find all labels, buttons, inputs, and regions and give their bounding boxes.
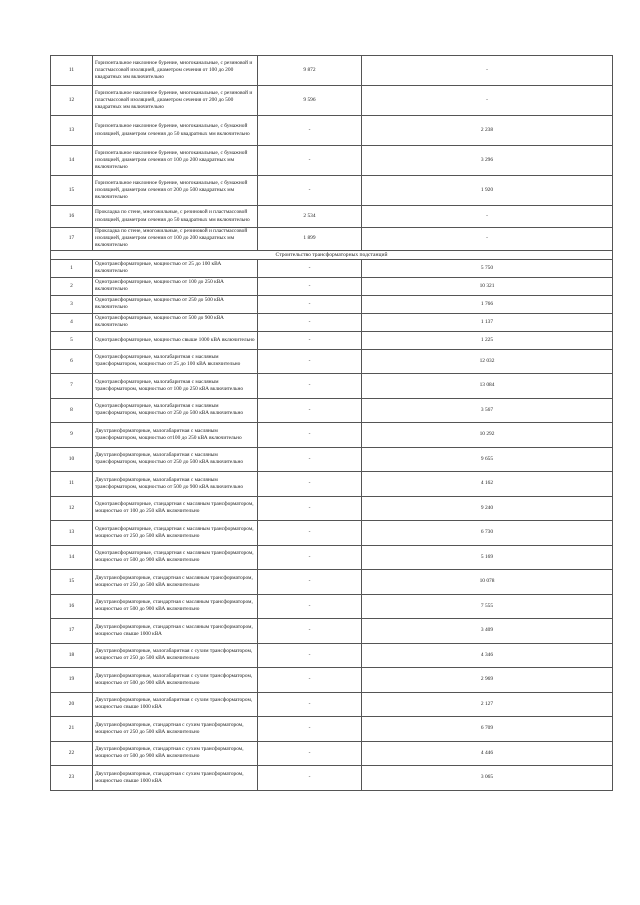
table-row — [51, 228, 613, 251]
value-column-b-cell: 6 709 — [362, 717, 613, 742]
row-description-cell: Двухтрансформаторные, стандартная с масляным трансформатором, мощностью свыше 1000 кВА — [93, 619, 258, 644]
value-column-b-cell: 10 078 — [362, 570, 613, 595]
table-row — [51, 496, 613, 521]
value-column-a-cell: 2 534 — [258, 206, 362, 228]
table-row — [51, 741, 613, 766]
row-number-cell: 12 — [51, 86, 93, 116]
table-row — [51, 295, 613, 313]
table-row — [51, 423, 613, 448]
row-number-cell: 15 — [51, 570, 93, 595]
row-description-cell: Двухтрансформаторные, малогабаритная с масляным трансформатором, мощностью от100 до 250 кВА включительно — [93, 423, 258, 448]
value-column-a-cell: - — [258, 717, 362, 742]
value-column-a-cell: - — [258, 643, 362, 668]
row-number-cell: 4 — [51, 313, 93, 331]
table-row — [51, 766, 613, 791]
value-column-a-cell: - — [258, 741, 362, 766]
value-column-a-cell: - — [258, 668, 362, 693]
row-description-cell: Двухтрансформаторные, стандартная с сухим трансформатором, мощностью свыше 1000 кВА — [93, 766, 258, 791]
value-column-b-cell: 3 065 — [362, 766, 613, 791]
value-column-b-cell: 5 169 — [362, 545, 613, 570]
section-title: Строительство трансформаторных подстанций — [51, 250, 613, 259]
value-column-a-cell: - — [258, 398, 362, 423]
row-description-cell: Двухтрансформаторные, стандартная с сухим трансформатором, мощностью от 250 до 500 кВА включительно — [93, 717, 258, 742]
row-number-cell: 2 — [51, 277, 93, 295]
row-number-cell: 3 — [51, 295, 93, 313]
row-description-cell: Однотрансформаторные, мощностью от 250 до 500 кВА включительно — [93, 295, 258, 313]
table-row — [51, 331, 613, 349]
table-row — [51, 206, 613, 228]
table-row — [51, 717, 613, 742]
value-column-b-cell: 4 162 — [362, 472, 613, 497]
row-number-cell: 19 — [51, 668, 93, 693]
value-column-b-cell: 7 555 — [362, 594, 613, 619]
table-row — [51, 692, 613, 717]
value-column-a-cell: - — [258, 496, 362, 521]
value-column-a-cell: - — [258, 349, 362, 374]
value-column-b-cell: - — [362, 86, 613, 116]
table-row — [51, 374, 613, 399]
table-row — [51, 116, 613, 146]
table-row — [51, 259, 613, 277]
table-row — [51, 277, 613, 295]
table-row — [51, 349, 613, 374]
row-number-cell: 8 — [51, 398, 93, 423]
row-description-cell: Двухтрансформаторные, малогабаритная с сухим трансформатором, мощностью свыше 1000 кВА — [93, 692, 258, 717]
row-number-cell: 10 — [51, 447, 93, 472]
row-description-cell: Двухтрансформаторные, малогабаритная с масляным трансформатором, мощностью от 500 до 900 кВА включительно — [93, 472, 258, 497]
row-description-cell: Однотрансформаторные, стандартная с масляным трансформатором, мощностью от 100 до 250 кВА включительно — [93, 496, 258, 521]
value-column-a-cell: 9 596 — [258, 86, 362, 116]
row-description-cell: Однотрансформаторные, мощностью от 25 до 100 кВА включительно — [93, 259, 258, 277]
row-description-cell: Однотрансформаторные, стандартная с масляным трансформатором, мощностью от 500 до 900 кВА включительно — [93, 545, 258, 570]
value-column-b-cell: 1 766 — [362, 295, 613, 313]
row-number-cell: 18 — [51, 643, 93, 668]
tariff-table — [50, 55, 613, 791]
row-number-cell: 16 — [51, 594, 93, 619]
value-column-a-cell: - — [258, 259, 362, 277]
row-number-cell: 15 — [51, 176, 93, 206]
value-column-a-cell: - — [258, 619, 362, 644]
substation-rows — [51, 259, 613, 790]
row-number-cell: 6 — [51, 349, 93, 374]
row-description-cell: Двухтрансформаторные, малогабаритная с масляным трансформатором, мощностью от 250 до 500 кВА включительно — [93, 447, 258, 472]
table-row — [51, 521, 613, 546]
row-number-cell: 7 — [51, 374, 93, 399]
value-column-a-cell: - — [258, 295, 362, 313]
value-column-b-cell: 13 084 — [362, 374, 613, 399]
value-column-a-cell: - — [258, 594, 362, 619]
row-number-cell: 17 — [51, 619, 93, 644]
value-column-a-cell: - — [258, 692, 362, 717]
row-number-cell: 13 — [51, 116, 93, 146]
value-column-a-cell: - — [258, 447, 362, 472]
row-number-cell: 23 — [51, 766, 93, 791]
value-column-a-cell: - — [258, 331, 362, 349]
value-column-a-cell: - — [258, 545, 362, 570]
table-row — [51, 594, 613, 619]
row-number-cell: 20 — [51, 692, 93, 717]
table-row — [51, 668, 613, 693]
row-number-cell: 1 — [51, 259, 93, 277]
value-column-b-cell: 12 032 — [362, 349, 613, 374]
value-column-b-cell: 2 969 — [362, 668, 613, 693]
row-number-cell: 14 — [51, 146, 93, 176]
table-row — [51, 570, 613, 595]
value-column-b-cell: 4 346 — [362, 643, 613, 668]
row-number-cell: 17 — [51, 228, 93, 251]
row-number-cell: 11 — [51, 472, 93, 497]
value-column-a-cell: - — [258, 313, 362, 331]
value-column-b-cell: 5 750 — [362, 259, 613, 277]
row-description-cell: Двухтрансформаторные, малогабаритная с сухим трансформатором, мощностью от 250 до 500 кВА включительно — [93, 643, 258, 668]
value-column-b-cell: - — [362, 56, 613, 86]
cable-rows — [51, 56, 613, 251]
table-row — [51, 86, 613, 116]
value-column-b-cell: 3 409 — [362, 619, 613, 644]
row-description-cell: Прокладка по стене, многожильные, с резиновой и пластмассовой изоляцией, диаметром сечения от 100 до 200 квадратных мм включительно — [93, 228, 258, 251]
row-number-cell: 11 — [51, 56, 93, 86]
row-description-cell: Двухтрансформаторные, малогабаритная с сухим трансформатором, мощностью от 500 до 900 кВА включительно — [93, 668, 258, 693]
value-column-b-cell: 3 567 — [362, 398, 613, 423]
table-row — [51, 176, 613, 206]
table-row — [51, 643, 613, 668]
value-column-b-cell: 1 137 — [362, 313, 613, 331]
row-description-cell: Однотрансформаторные, мощностью свыше 1000 кВА включительно — [93, 331, 258, 349]
value-column-b-cell: 9 240 — [362, 496, 613, 521]
row-number-cell: 12 — [51, 496, 93, 521]
table-row — [51, 56, 613, 86]
table-row — [51, 398, 613, 423]
value-column-b-cell: - — [362, 206, 613, 228]
row-number-cell: 13 — [51, 521, 93, 546]
value-column-b-cell: 3 296 — [362, 146, 613, 176]
row-description-cell: Однотрансформаторные, мощностью от 100 до 250 кВА включительно — [93, 277, 258, 295]
value-column-a-cell: - — [258, 423, 362, 448]
row-number-cell: 5 — [51, 331, 93, 349]
row-number-cell: 14 — [51, 545, 93, 570]
row-description-cell: Однотрансформаторные, малогабаритная с масляным трансформатором, мощностью от 100 до 250 кВА включительно — [93, 374, 258, 399]
value-column-a-cell: - — [258, 766, 362, 791]
table-row — [51, 313, 613, 331]
row-description-cell: Двухтрансформаторные, стандартная с масляным трансформатором, мощностью от 250 до 500 кВА включительно — [93, 570, 258, 595]
value-column-b-cell: 2 127 — [362, 692, 613, 717]
value-column-b-cell: 10 321 — [362, 277, 613, 295]
row-description-cell: Горизонтальное наклонное бурение, многоканальные, с бумажной изоляцией, диаметром сечения до 50 квадратных мм включительно — [93, 116, 258, 146]
table-row — [51, 146, 613, 176]
value-column-a-cell: - — [258, 472, 362, 497]
value-column-b-cell: 1 920 — [362, 176, 613, 206]
row-description-cell: Однотрансформаторные, малогабаритная с масляным трансформатором, мощностью от 25 до 100 кВА включительно — [93, 349, 258, 374]
value-column-a-cell: - — [258, 277, 362, 295]
value-column-b-cell: 2 238 — [362, 116, 613, 146]
row-number-cell: 22 — [51, 741, 93, 766]
value-column-a-cell: - — [258, 374, 362, 399]
row-description-cell: Горизонтальное наклонное бурение, многоканальные, с бумажной изоляцией, диаметром сечения от 100 до 200 квадратных мм включительно — [93, 146, 258, 176]
table-row — [51, 447, 613, 472]
value-column-b-cell: 9 655 — [362, 447, 613, 472]
table-row — [51, 545, 613, 570]
value-column-a-cell: 9 872 — [258, 56, 362, 86]
table-row — [51, 619, 613, 644]
row-number-cell: 9 — [51, 423, 93, 448]
value-column-a-cell: - — [258, 116, 362, 146]
value-column-a-cell: 1 899 — [258, 228, 362, 251]
row-description-cell: Горизонтальное наклонное бурение, многоканальные, с бумажной изоляцией, диаметром сечения от 200 до 500 квадратных мм включительно — [93, 176, 258, 206]
row-description-cell: Однотрансформаторные, малогабаритная с масляным трансформатором, мощностью от 250 до 500 кВА включительно — [93, 398, 258, 423]
row-description-cell: Однотрансформаторные, мощностью от 500 до 900 кВА включительно — [93, 313, 258, 331]
value-column-b-cell: - — [362, 228, 613, 251]
value-column-a-cell: - — [258, 570, 362, 595]
row-description-cell: Прокладка по стене, многожильные, с резиновой и пластмассовой изоляцией, диаметром сечения до 50 квадратных мм включительно — [93, 206, 258, 228]
row-description-cell: Горизонтальное наклонное бурение, многоканальные, с резиновой и пластмассовой изоляцией, диаметром сечения от 100 до 200 квадратных мм включительно — [93, 56, 258, 86]
row-number-cell: 16 — [51, 206, 93, 228]
value-column-b-cell: 6 730 — [362, 521, 613, 546]
value-column-a-cell: - — [258, 521, 362, 546]
row-description-cell: Горизонтальное наклонное бурение, многоканальные, с резиновой и пластмассовой изоляцией, диаметром сечения от 200 до 500 квадратных мм включительно — [93, 86, 258, 116]
row-description-cell: Двухтрансформаторные, стандартная с масляным трансформатором, мощностью от 500 до 900 кВА включительно — [93, 594, 258, 619]
value-column-b-cell: 4 446 — [362, 741, 613, 766]
value-column-a-cell: - — [258, 176, 362, 206]
table-row — [51, 472, 613, 497]
section-header-group — [51, 250, 613, 259]
row-description-cell: Однотрансформаторные, стандартная с масляным трансформатором, мощностью от 250 до 500 кВА включительно — [93, 521, 258, 546]
row-number-cell: 21 — [51, 717, 93, 742]
value-column-b-cell: 1 225 — [362, 331, 613, 349]
value-column-b-cell: 10 292 — [362, 423, 613, 448]
value-column-a-cell: - — [258, 146, 362, 176]
row-description-cell: Двухтрансформаторные, стандартная с сухим трансформатором, мощностью от 500 до 900 кВА включительно — [93, 741, 258, 766]
